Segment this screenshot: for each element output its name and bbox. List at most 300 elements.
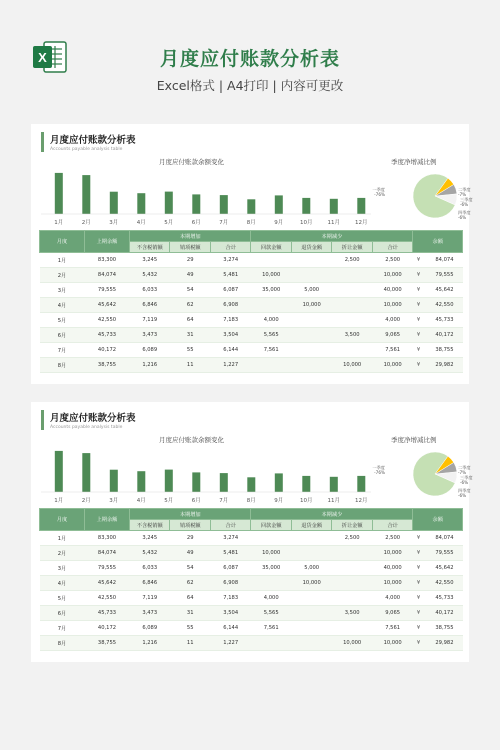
cell-discount [332,298,372,313]
cell-opening: 42,550 [85,313,130,328]
bar-8 [247,477,255,492]
bar-2 [82,453,90,492]
cell-opening: 45,642 [85,298,130,313]
header-tax-excl: 不含税销额 [130,520,170,531]
table-row [40,283,463,298]
pie-label: 三季度 [460,475,473,480]
cell-sales-tax: 31 [170,606,210,621]
cell-sales-tax: 11 [170,636,210,651]
cell-opening: 38,755 [85,636,130,651]
cell-returns: 5,000 [291,561,331,576]
cell-balance: 45,733 [426,591,462,606]
cell-repaid [251,298,291,313]
header-sales-tax: 销项税额 [170,520,210,531]
header-discount: 折让金额 [332,520,372,531]
pie-chart-title: 季度净增减比例 [391,158,437,166]
cell-currency: ¥ [413,531,426,546]
bar-label: 12月 [355,498,368,504]
cell-month: 3月 [40,561,85,576]
cell-month: 1月 [40,531,85,546]
cell-tax-excl: 3,245 [130,531,170,546]
cell-tax-excl: 6,846 [130,298,170,313]
cell-balance: 45,733 [426,313,462,328]
table-row [40,313,463,328]
cell-currency: ¥ [413,636,426,651]
pie-label: 一季度 [372,187,385,192]
table-row [40,328,463,343]
bar-label: 11月 [327,498,341,504]
bar-label: 5月 [164,498,174,504]
cell-tax-excl: 6,089 [130,343,170,358]
cell-total-dec: 4,000 [372,591,412,606]
cell-tax-excl: 7,119 [130,591,170,606]
bar-label: 3月 [109,220,119,226]
bar-label: 5月 [164,220,174,226]
cell-repaid: 5,565 [251,328,291,343]
payable-table [39,508,463,651]
header-total-dec: 合计 [372,242,412,253]
cell-currency: ¥ [413,606,426,621]
sheet-title-text: 月度应付账款分析表 [50,413,136,424]
cell-opening: 84,074 [85,268,130,283]
cell-balance: 29,982 [426,358,462,373]
cell-sales-tax: 62 [170,298,210,313]
cell-tax-excl: 6,033 [130,283,170,298]
cell-sales-tax: 62 [170,576,210,591]
cell-returns: 5,000 [291,283,331,298]
cell-balance: 42,550 [426,576,462,591]
cell-month: 5月 [40,313,85,328]
cell-opening: 83,300 [85,531,130,546]
sheet-preview-2 [31,402,473,662]
cell-balance: 84,074 [426,253,462,268]
table-row [40,576,463,591]
cell-total-inc: 6,087 [210,561,250,576]
bar-8 [247,199,255,214]
cell-discount [332,561,372,576]
cell-month: 3月 [40,283,85,298]
cell-returns [291,358,331,373]
cell-returns [291,546,331,561]
cell-month: 5月 [40,591,85,606]
cell-sales-tax: 29 [170,253,210,268]
pie-label: 四季度 [458,488,471,493]
cell-month: 7月 [40,621,85,636]
bar-label: 1月 [54,220,64,226]
cell-total-inc: 6,144 [210,621,250,636]
header-total-inc: 合计 [210,242,250,253]
cell-discount [332,268,372,283]
bar-10 [302,476,310,492]
bar-label: 10月 [300,498,313,504]
cell-sales-tax: 54 [170,283,210,298]
cell-month: 2月 [40,268,85,283]
cell-returns [291,531,331,546]
cell-total-dec: 10,000 [372,268,412,283]
cell-balance: 40,172 [426,606,462,621]
bar-10 [302,198,310,214]
cell-discount: 2,500 [332,531,372,546]
cell-total-inc: 3,274 [210,531,250,546]
cell-balance: 38,755 [426,621,462,636]
cell-total-dec: 10,000 [372,576,412,591]
cell-tax-excl: 1,216 [130,636,170,651]
cell-total-dec: 10,000 [372,636,412,651]
cell-currency: ¥ [413,283,426,298]
bar-label: 1月 [54,498,64,504]
cell-tax-excl: 6,089 [130,621,170,636]
pie-percent: -7% [458,192,467,197]
cell-repaid: 10,000 [251,546,291,561]
cell-discount: 10,000 [332,636,372,651]
cell-total-inc: 7,183 [210,313,250,328]
bar-6 [192,472,200,492]
cell-tax-excl: 3,245 [130,253,170,268]
cell-currency: ¥ [413,561,426,576]
excel-icon-letter: X [38,50,47,65]
cell-opening: 79,555 [85,283,130,298]
bar-5 [165,192,173,214]
cell-repaid: 4,000 [251,313,291,328]
cell-total-inc: 1,227 [210,636,250,651]
cell-currency: ¥ [413,298,426,313]
header-opening: 上期余额 [85,231,130,253]
cell-opening: 45,642 [85,576,130,591]
cell-returns [291,343,331,358]
cell-balance: 45,642 [426,283,462,298]
header-repaid: 回款金额 [251,242,291,253]
table-row [40,561,463,576]
cell-total-dec: 2,500 [372,531,412,546]
page-title: 月度应付账款分析表 [159,48,340,70]
cell-currency: ¥ [413,546,426,561]
pie-percent: -6% [460,480,469,485]
bar-2 [82,175,90,214]
cell-balance: 79,555 [426,268,462,283]
cell-sales-tax: 54 [170,561,210,576]
cell-repaid [251,576,291,591]
cell-total-inc: 6,908 [210,298,250,313]
cell-currency: ¥ [413,253,426,268]
bar-label: 11月 [327,220,341,226]
cell-month: 8月 [40,358,85,373]
cell-tax-excl: 6,846 [130,576,170,591]
cell-tax-excl: 5,432 [130,268,170,283]
cell-total-dec: 40,000 [372,283,412,298]
cell-month: 2月 [40,546,85,561]
table-row [40,343,463,358]
cell-month: 4月 [40,576,85,591]
cell-total-dec: 9,065 [372,328,412,343]
cell-total-dec: 10,000 [372,546,412,561]
cell-balance: 84,074 [426,531,462,546]
header-returns: 退货金额 [291,242,331,253]
pie-chart-title: 季度净增减比例 [391,436,437,444]
pie-chart [365,168,473,230]
cell-opening: 42,550 [85,591,130,606]
cell-month: 6月 [40,328,85,343]
bar-label: 4月 [136,220,146,226]
cell-month: 1月 [40,253,85,268]
cell-discount [332,546,372,561]
cell-month: 8月 [40,636,85,651]
table-row [40,606,463,621]
cell-balance: 29,982 [426,636,462,651]
cell-discount: 2,500 [332,253,372,268]
cell-total-inc: 5,481 [210,546,250,561]
table-row [40,546,463,561]
header-balance: 余额 [413,231,463,253]
cell-opening: 45,733 [85,606,130,621]
table-row [40,531,463,546]
cell-currency: ¥ [413,313,426,328]
cell-repaid: 35,000 [251,283,291,298]
cell-returns [291,636,331,651]
bar-label: 3月 [109,498,119,504]
pie-label: 四季度 [458,210,471,215]
cell-opening: 84,074 [85,546,130,561]
sheet-title-english: Accounts payable analysis table [50,147,123,152]
bar-7 [220,473,228,492]
pie-percent: -76% [374,470,385,475]
cell-total-inc: 6,087 [210,283,250,298]
cell-returns [291,253,331,268]
bar-label: 10月 [300,220,313,226]
header-returns: 退货金额 [291,520,331,531]
bar-6 [192,194,200,214]
cell-repaid: 35,000 [251,561,291,576]
cell-opening: 45,733 [85,328,130,343]
cell-sales-tax: 64 [170,313,210,328]
pie-label: 一季度 [372,465,385,470]
cell-currency: ¥ [413,358,426,373]
cell-currency: ¥ [413,343,426,358]
pie-label: 二季度 [458,187,471,192]
bar-4 [137,471,145,492]
cell-returns [291,621,331,636]
cell-total-dec: 10,000 [372,358,412,373]
cell-sales-tax: 55 [170,621,210,636]
header-total-inc: 合计 [210,520,250,531]
table-row [40,298,463,313]
bar-label: 8月 [246,498,256,504]
cell-balance: 79,555 [426,546,462,561]
cell-returns [291,606,331,621]
cell-currency: ¥ [413,621,426,636]
cell-returns [291,268,331,283]
bar-5 [165,470,173,492]
page-subtitle: Excel格式 | A4打印 | 内容可更改 [156,78,344,93]
cell-total-dec: 40,000 [372,561,412,576]
sheet-title [41,132,136,152]
cell-total-inc: 7,183 [210,591,250,606]
cell-sales-tax: 11 [170,358,210,373]
cell-total-dec: 9,065 [372,606,412,621]
header-month: 月度 [40,231,85,253]
bar-label: 7月 [219,498,229,504]
cell-currency: ¥ [413,328,426,343]
cell-repaid [251,531,291,546]
cell-total-inc: 6,144 [210,343,250,358]
bar-4 [137,193,145,214]
bar-label: 2月 [81,220,91,226]
cell-balance: 40,172 [426,328,462,343]
cell-repaid: 10,000 [251,268,291,283]
cell-discount: 10,000 [332,358,372,373]
header-group-increase: 本期增加 [130,231,251,242]
cell-sales-tax: 64 [170,591,210,606]
table-row [40,636,463,651]
header-repaid: 回款金额 [251,520,291,531]
cell-total-inc: 3,274 [210,253,250,268]
cell-discount [332,313,372,328]
pie-label: 三季度 [460,197,473,202]
cell-month: 4月 [40,298,85,313]
cell-returns: 10,000 [291,298,331,313]
cell-total-inc: 3,504 [210,606,250,621]
cell-repaid: 7,561 [251,343,291,358]
bar-9 [275,473,283,492]
cell-returns: 10,000 [291,576,331,591]
bar-label: 6月 [191,498,201,504]
page-header [0,0,500,112]
cell-total-dec: 4,000 [372,313,412,328]
table-row [40,358,463,373]
cell-tax-excl: 1,216 [130,358,170,373]
cell-sales-tax: 49 [170,546,210,561]
cell-total-inc: 1,227 [210,358,250,373]
bar-label: 7月 [219,220,229,226]
cell-opening: 38,755 [85,358,130,373]
cell-sales-tax: 29 [170,531,210,546]
bar-1 [55,173,63,214]
bar-label: 2月 [81,498,91,504]
table-row [40,268,463,283]
cell-tax-excl: 5,432 [130,546,170,561]
cell-sales-tax: 49 [170,268,210,283]
cell-repaid [251,358,291,373]
cell-month: 6月 [40,606,85,621]
cell-month: 7月 [40,343,85,358]
cell-returns [291,328,331,343]
cell-balance: 38,755 [426,343,462,358]
header-month: 月度 [40,509,85,531]
cell-discount [332,343,372,358]
header-group-decrease: 本期减少 [251,231,413,242]
cell-total-dec: 2,500 [372,253,412,268]
cell-currency: ¥ [413,268,426,283]
cell-sales-tax: 31 [170,328,210,343]
cell-discount [332,591,372,606]
bar-3 [110,470,118,492]
bar-11 [330,477,338,492]
sheet-title-english: Accounts payable analysis table [50,425,123,430]
cell-opening: 40,172 [85,621,130,636]
cell-currency: ¥ [413,576,426,591]
pie-percent: -7% [458,470,467,475]
pie-chart [365,446,473,508]
cell-repaid: 5,565 [251,606,291,621]
bar-1 [55,451,63,492]
cell-total-inc: 5,481 [210,268,250,283]
cell-repaid [251,253,291,268]
header-total-dec: 合计 [372,520,412,531]
cell-repaid [251,636,291,651]
bar-label: 9月 [274,498,284,504]
pie-label: 二季度 [458,465,471,470]
cell-discount [332,283,372,298]
cell-total-inc: 3,504 [210,328,250,343]
bar-7 [220,195,228,214]
pie-percent: -6% [460,202,469,207]
bar-chart-title: 月度应付账款余额变化 [159,436,224,444]
cell-total-dec: 10,000 [372,298,412,313]
table-row [40,253,463,268]
header-opening: 上期余额 [85,509,130,531]
sheet-preview-1 [31,124,473,384]
table-row [40,591,463,606]
header-group-decrease: 本期减少 [251,509,413,520]
header-group-increase: 本期增加 [130,509,251,520]
header-balance: 余额 [413,509,463,531]
cell-sales-tax: 55 [170,343,210,358]
bar-chart [41,168,371,230]
bar-label: 4月 [136,498,146,504]
payable-table [39,230,463,373]
cell-repaid: 4,000 [251,591,291,606]
cell-tax-excl: 3,473 [130,328,170,343]
cell-opening: 83,300 [85,253,130,268]
table-row [40,621,463,636]
bar-label: 12月 [355,220,368,226]
cell-currency: ¥ [413,591,426,606]
bar-11 [330,199,338,214]
bar-label: 6月 [191,220,201,226]
cell-total-inc: 6,908 [210,576,250,591]
cell-repaid: 7,561 [251,621,291,636]
bar-label: 8月 [246,220,256,226]
sheet-title [41,410,136,430]
cell-balance: 45,642 [426,561,462,576]
cell-total-dec: 7,561 [372,343,412,358]
header-discount: 折让金额 [332,242,372,253]
cell-discount [332,576,372,591]
cell-discount: 3,500 [332,328,372,343]
pie-percent: -6% [458,215,467,220]
bar-label: 9月 [274,220,284,226]
cell-tax-excl: 6,033 [130,561,170,576]
bar-chart-title: 月度应付账款余额变化 [159,158,224,166]
cell-discount: 3,500 [332,606,372,621]
cell-returns [291,591,331,606]
cell-opening: 40,172 [85,343,130,358]
cell-opening: 79,555 [85,561,130,576]
bar-9 [275,195,283,214]
cell-tax-excl: 7,119 [130,313,170,328]
cell-returns [291,313,331,328]
pie-percent: -76% [374,192,385,197]
bar-chart [41,446,371,508]
bar-3 [110,192,118,214]
pie-percent: -6% [458,493,467,498]
cell-discount [332,621,372,636]
header-tax-excl: 不含税销额 [130,242,170,253]
header-sales-tax: 销项税额 [170,242,210,253]
cell-tax-excl: 3,473 [130,606,170,621]
cell-total-dec: 7,561 [372,621,412,636]
cell-balance: 42,550 [426,298,462,313]
sheet-title-text: 月度应付账款分析表 [50,135,136,146]
